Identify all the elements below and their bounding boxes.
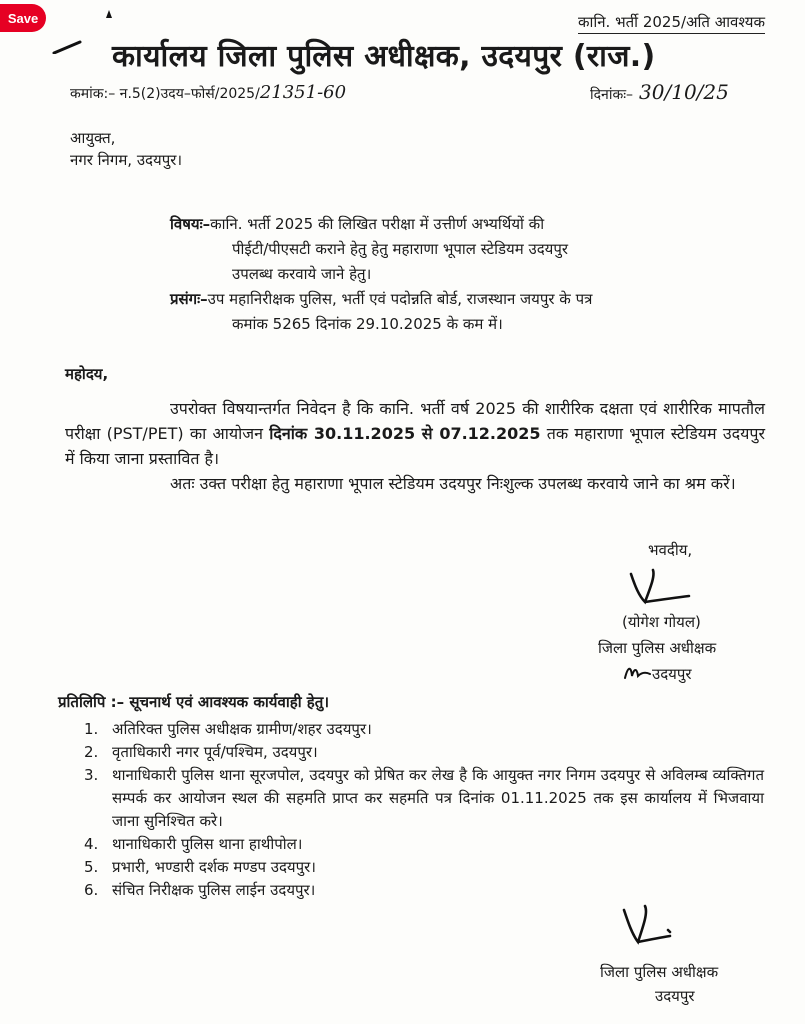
signatory-city-copy: उदयपुर [655, 987, 695, 1005]
signatory-name: (योगेश गोयल) [622, 613, 701, 631]
subject-label: विषयः– [170, 215, 211, 233]
subject-block [170, 212, 758, 337]
subject-line-1: कानि. भर्ती 2025 की लिखित परीक्षा में उत्तीर्ण अभ्यर्थियों की [210, 215, 545, 233]
initials-icon [622, 662, 652, 682]
salutation: महोदय, [65, 365, 109, 383]
copy-item [84, 718, 764, 741]
signatory-city: उदयपुर [652, 665, 692, 683]
addressee-line-2: नगर निगम, उदयपुर। [70, 151, 183, 169]
copy-item-number: 6. [84, 881, 99, 899]
signature-icon [618, 900, 678, 948]
signatory-designation-copy: जिला पुलिस अधीक्षक [600, 963, 719, 981]
save-button[interactable]: Save [0, 4, 46, 32]
copy-item-text: वृताधिकारी नगर पूर्व/पश्चिम, उदयपुर। [112, 743, 318, 761]
reference-context-line-1: उप महानिरीक्षक पुलिस, भर्ती एवं पदोन्नति बोर्ड, राजस्थान जयपुर के पत्र [207, 290, 593, 308]
office-title: कार्यालय जिला पुलिस अधीक्षक, उदयपुर (राज.) [112, 39, 656, 74]
addressee-line-1: आयुक्त, [70, 129, 116, 147]
body-paragraph-2: अतः उक्त परीक्षा हेतु महाराणा भूपाल स्टेडियम उदयपुर निःशुल्क उपलब्ध करवाये जाने का श्रम करें। [170, 474, 736, 493]
subject-line-2: पीईटी/पीएसटी कराने हेतु हेतु महाराणा भूपाल स्टेडियम उदयपुर [232, 240, 569, 258]
copy-item-text: संचित निरीक्षक पुलिस लाईन उदयपुर। [112, 881, 316, 899]
copy-item-number: 4. [84, 835, 99, 853]
copy-item [84, 879, 764, 902]
letter-date [590, 80, 729, 104]
priority-note: कानि. भर्ती 2025/अति आवश्यक [578, 12, 765, 34]
reference-handwritten: 21351-60 [259, 82, 347, 103]
body-p1-dates: दिनांक 30.11.2025 से 07.12.2025 [269, 424, 541, 443]
ink-mark-icon [104, 8, 114, 20]
date-handwritten: 30/10/25 [639, 80, 729, 104]
copy-item-text: थानाधिकारी पुलिस थाना हाथीपोल। [112, 835, 303, 853]
copy-item [84, 764, 764, 833]
copy-item-number: 5. [84, 858, 99, 876]
copy-item-number: 3. [84, 766, 99, 784]
body-p1-text-a: उपरोक्त विषयान्तर्गत निवेदन है कि कानि. भर्ती वर्ष 2025 की शारीरिक दक्षता एवं शारीरिक मापतौल परीक्षा (PST/PET) का आयोजन [65, 399, 765, 443]
body-paragraph-1 [65, 396, 765, 471]
reference-number [70, 82, 346, 103]
copy-item-number: 1. [84, 720, 99, 738]
date-label: दिनांकः– [590, 87, 634, 103]
copy-heading: प्रतिलिपि :– सूचनार्थ एवं आवश्यक कार्यवाही हेतु। [58, 693, 330, 711]
subject-line-3: उपलब्ध करवाये जाने हेतु। [232, 265, 372, 283]
copy-item-number: 2. [84, 743, 99, 761]
copy-item-text: प्रभारी, भण्डारी दर्शक मण्डप उदयपुर। [112, 858, 316, 876]
copy-item-text: अतिरिक्त पुलिस अधीक्षक ग्रामीण/शहर उदयपुर। [112, 720, 372, 738]
signature-icon [625, 566, 695, 610]
reference-context-label: प्रसंगः– [170, 290, 208, 308]
copy-list [84, 718, 764, 902]
copy-item [84, 741, 764, 764]
signatory-designation: जिला पुलिस अधीक्षक [598, 639, 717, 657]
body-p1-text-b: तक महाराणा भूपाल स्टेडियम उदयपुर में किया जाना प्रस्तावित है। [65, 424, 766, 468]
reference-label: कमांक:– न.5(2)उदय–फोर्स/2025/ [70, 86, 260, 102]
reference-context-line-2: कमांक 5265 दिनांक 29.10.2025 के कम में। [232, 315, 503, 333]
copy-item [84, 833, 764, 856]
copy-item-text: थानाधिकारी पुलिस थाना सूरजपोल, उदयपुर को प्रेषित कर लेख है कि आयुक्त नगर निगम उदयपुर से अविलम्ब व्यक्तिगत सम्पर्क कर आयोजन स्थल की सहमति प्राप्त कर सहमति पत्र दिनांक 01.11.2025 तक इस कार्यालय में भिजवाया जाना सुनिश्चित करे। [112, 766, 764, 830]
copy-item [84, 856, 764, 879]
ink-slash-icon [52, 40, 82, 54]
closing: भवदीय, [648, 541, 693, 559]
